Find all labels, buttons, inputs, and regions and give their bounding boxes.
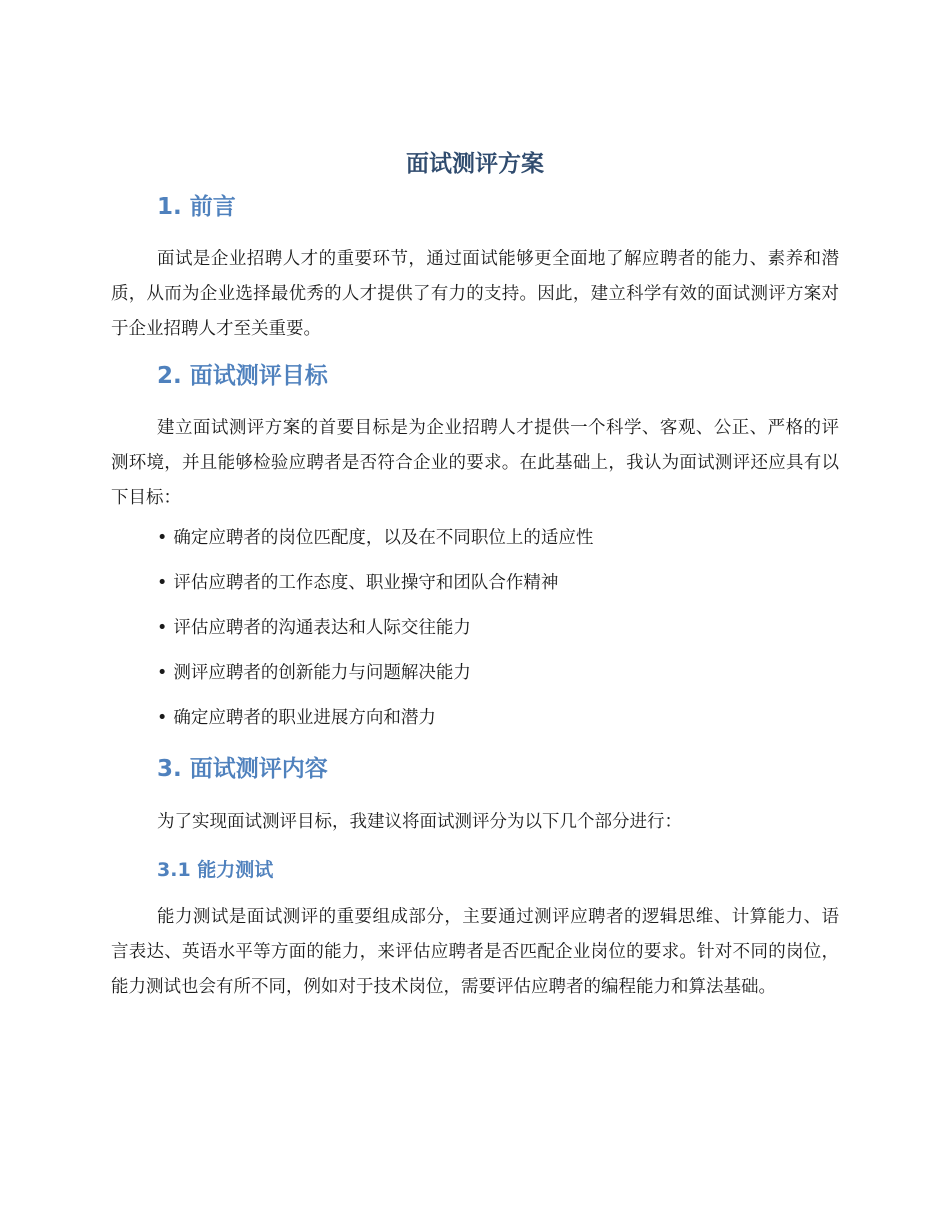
bullet-icon: • — [157, 573, 168, 593]
list-item-text: 确定应聘者的职业进展方向和潜力 — [173, 708, 436, 728]
section-paragraph-goals: 建立面试测评方案的首要目标是为企业招聘人才提供一个科学、客观、公正、严格的评测环境，并且能够检验应聘者是否符合企业的要求。在此基础上，我认为面试测评还应具有以下目标： — [111, 418, 839, 508]
bullet-icon: • — [157, 663, 168, 683]
list-item — [157, 657, 593, 702]
list-item-text: 评估应聘者的沟通表达和人际交往能力 — [173, 618, 471, 638]
document-title: 面试测评方案 — [406, 151, 544, 177]
list-item — [157, 522, 593, 567]
list-item — [157, 612, 593, 657]
section-heading-preface: 1. 前言 — [157, 194, 236, 220]
bullet-icon: • — [157, 708, 168, 728]
list-item — [157, 702, 593, 747]
goals-bullet-list — [157, 522, 593, 747]
section-heading-content: 3. 面试测评内容 — [157, 756, 328, 782]
section-heading-goals: 2. 面试测评目标 — [157, 363, 328, 389]
list-item — [157, 567, 593, 612]
bullet-icon: • — [157, 528, 168, 548]
section-paragraph-content: 为了实现面试测评目标，我建议将面试测评分为以下几个部分进行： — [157, 812, 682, 832]
bullet-icon: • — [157, 618, 168, 638]
list-item-text: 评估应聘者的工作态度、职业操守和团队合作精神 — [173, 573, 559, 593]
list-item-text: 测评应聘者的创新能力与问题解决能力 — [173, 663, 471, 683]
subsection-paragraph-ability-test: 能力测试是面试测评的重要组成部分，主要通过测评应聘者的逻辑思维、计算能力、语言表达、英语水平等方面的能力，来评估应聘者是否匹配企业岗位的要求。针对不同的岗位，能力测试也会有所不同，例如对于技术岗位，需要评估应聘者的编程能力和算法基础。 — [111, 907, 839, 997]
section-paragraph-preface: 面试是企业招聘人才的重要环节，通过面试能够更全面地了解应聘者的能力、素养和潜质，从而为企业选择最优秀的人才提供了有力的支持。因此，建立科学有效的面试测评方案对于企业招聘人才至关重要。 — [111, 249, 839, 339]
list-item-text: 确定应聘者的岗位匹配度，以及在不同职位上的适应性 — [173, 528, 594, 548]
subsection-heading-ability-test: 3.1 能力测试 — [157, 859, 274, 881]
